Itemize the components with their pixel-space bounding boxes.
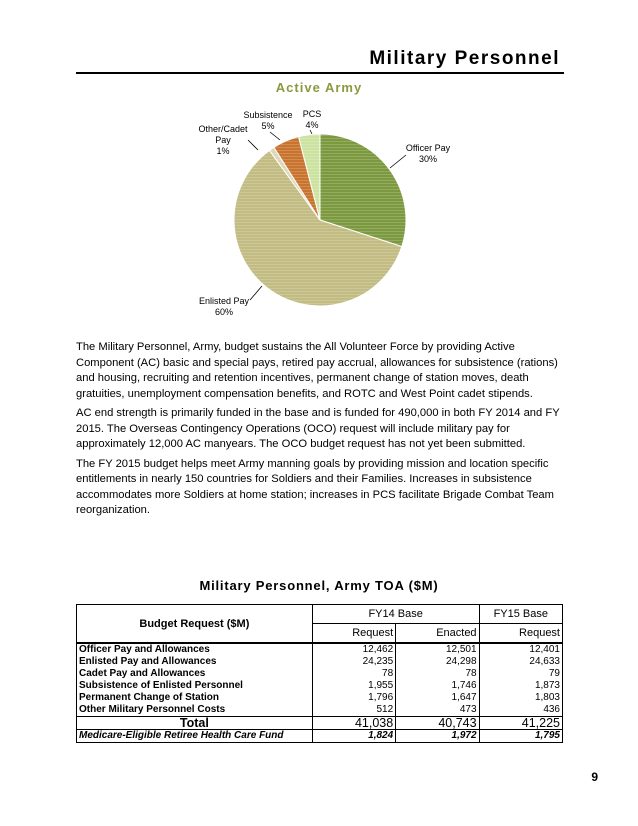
fy14-request-header: Request [312, 624, 395, 644]
pie-texture [234, 134, 406, 306]
total-fy14-enacted: 40,743 [396, 717, 479, 730]
pie-chart [0, 0, 638, 340]
other-cadet-pay-percent: 1% [216, 146, 230, 156]
fy14-enacted-value: 1,746 [396, 680, 479, 692]
fy14-enacted-value: 12,501 [396, 643, 479, 656]
enlisted-pay-label [188, 296, 260, 318]
total-label: Total [77, 717, 313, 730]
fy15-request-value: 1,803 [479, 692, 562, 704]
fy14-enacted-value: 24,298 [396, 656, 479, 668]
officer-pay-label [392, 143, 464, 165]
fy15-request-value: 1,873 [479, 680, 562, 692]
pcs-label [296, 109, 328, 131]
medicare-fy14-request: 1,824 [312, 730, 395, 743]
fy15-request-header: Request [479, 624, 562, 644]
page-title: Military Personnel [369, 48, 560, 69]
fy15-request-value: 79 [479, 668, 562, 680]
total-row [77, 717, 563, 730]
row-label: Subsistence of Enlisted Personnel [77, 680, 313, 692]
pcs-percent: 4% [305, 120, 319, 130]
medicare-fy15-request: 1,795 [479, 730, 562, 743]
leader-subsistence [270, 132, 280, 140]
fy14-enacted-header: Enacted [396, 624, 479, 644]
total-fy15-request: 41,225 [479, 717, 562, 730]
fy14-enacted-value: 473 [396, 704, 479, 717]
other-cadet-pay-name-line1: Other/Cadet [198, 124, 248, 134]
fy14-enacted-value: 78 [396, 668, 479, 680]
medicare-fy14-enacted: 1,972 [396, 730, 479, 743]
row-label: Permanent Change of Station [77, 692, 313, 704]
row-label: Other Military Personnel Costs [77, 704, 313, 717]
table-row [77, 668, 563, 680]
table-row [77, 692, 563, 704]
row-label: Cadet Pay and Allowances [77, 668, 313, 680]
fy14-request-value: 12,462 [312, 643, 395, 656]
table-row [77, 656, 563, 668]
table-title: Military Personnel, Army TOA ($M) [199, 578, 439, 593]
toa-table [76, 604, 563, 743]
row-label: Officer Pay and Allowances [77, 643, 313, 656]
table-header-row [77, 605, 563, 624]
subsistence-percent: 5% [261, 121, 275, 131]
enlisted-pay-percent: 60% [214, 307, 233, 317]
chart-title: Active Army [275, 80, 363, 95]
paragraph: The FY 2015 budget helps meet Army manning goals by providing mission and location specific entitlements in nearly 150 countries for Soldiers and their Families. Increases in subsistence accommodates more Soldiers at home station; increases in PCS facilitate Brigade Combat Team reorganization. [76, 457, 554, 516]
total-fy14-request: 41,038 [312, 717, 395, 730]
subsistence-label [238, 110, 298, 132]
paragraph: The Military Personnel, Army, budget sustains the All Volunteer Force by providing Active Component (AC) basic and special pays, retired pay accrual, allowances for subsistence (rations) and housing, recruiting and retention incentives, permanent change of station moves, death gratuities, unemployment compensation benefits, and ROTC and West Point cadet stipends. [76, 341, 558, 400]
officer-pay-percent: 30% [418, 154, 437, 164]
other-cadet-pay-name-line2: Pay [215, 135, 231, 145]
fy15-base-header: FY15 Base [479, 605, 562, 624]
table-row [77, 680, 563, 692]
medicare-row [77, 730, 563, 743]
medicare-label: Medicare-Eligible Retiree Health Care Fund [77, 730, 313, 743]
fy14-request-value: 512 [312, 704, 395, 717]
fy14-base-header: FY14 Base [312, 605, 479, 624]
page-number: 9 [591, 770, 598, 784]
table-row [77, 643, 563, 656]
enlisted-pay-name: Enlisted Pay [198, 296, 250, 306]
officer-pay-name: Officer Pay [405, 143, 451, 153]
fy15-request-value: 12,401 [479, 643, 562, 656]
pcs-name: PCS [302, 109, 322, 119]
table-row [77, 704, 563, 717]
paragraph: AC end strength is primarily funded in the base and is funded for 490,000 in both FY 2014 and FY 2015. The Overseas Contingency Operations (OCO) request will include military pay for approximately 12,000 AC manyears. The OCO budget request has not yet been submitted. [76, 407, 560, 450]
fy15-request-value: 24,633 [479, 656, 562, 668]
fy14-request-value: 1,796 [312, 692, 395, 704]
budget-request-header: Budget Request ($M) [77, 605, 313, 644]
fy15-request-value: 436 [479, 704, 562, 717]
row-label: Enlisted Pay and Allowances [77, 656, 313, 668]
body-text [76, 340, 566, 523]
fy14-request-value: 24,235 [312, 656, 395, 668]
fy14-request-value: 78 [312, 668, 395, 680]
fy14-request-value: 1,955 [312, 680, 395, 692]
subsistence-name: Subsistence [243, 110, 293, 120]
fy14-enacted-value: 1,647 [396, 692, 479, 704]
